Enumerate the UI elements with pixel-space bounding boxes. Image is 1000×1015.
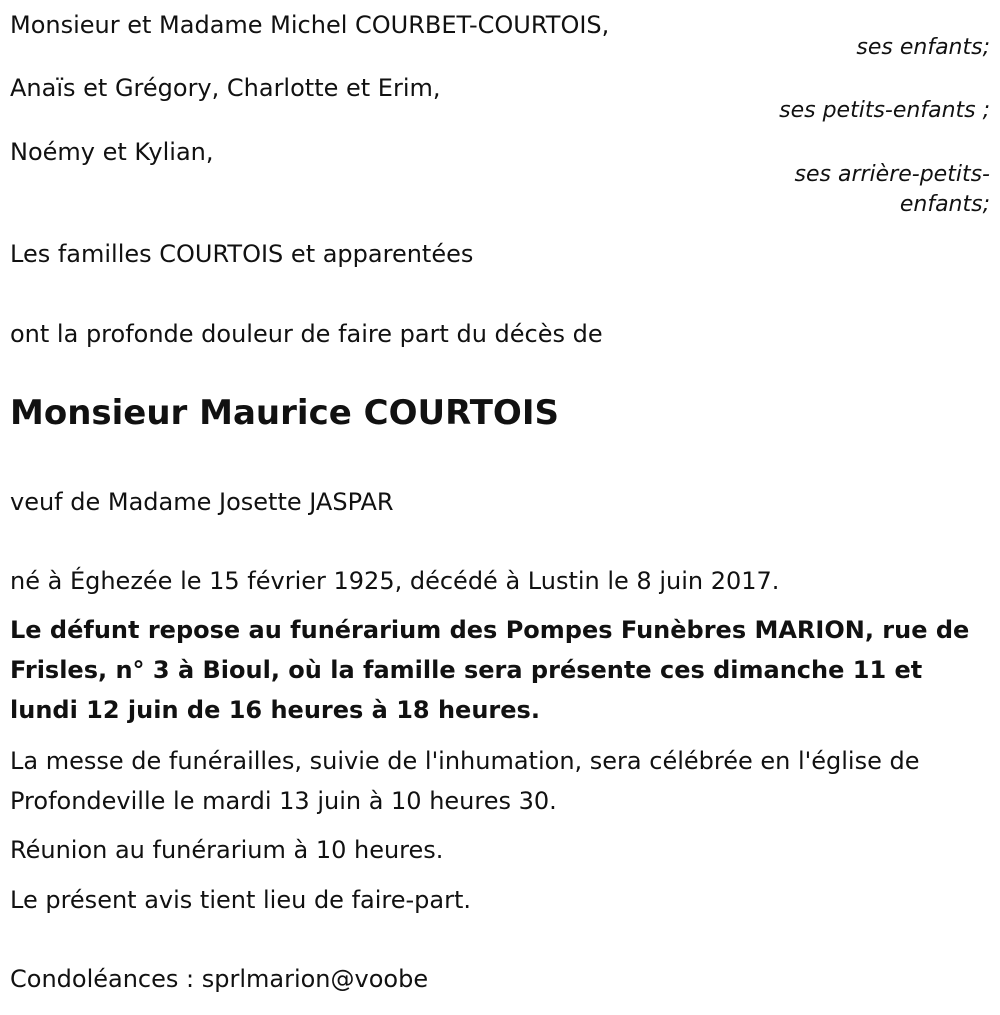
grandchildren-relation: ses petits-enfants ; (779, 98, 990, 123)
notice-line: Le présent avis tient lieu de faire-part. (10, 886, 472, 914)
grandchildren-names: Anaïs et Grégory, Charlotte et Erim, (10, 74, 441, 102)
spouse-line: veuf de Madame Josette JASPAR (10, 488, 394, 516)
great-grandchildren-relation: ses arrière-petits-enfants; (794, 162, 990, 217)
great-grandchildren-names: Noémy et Kylian, (10, 138, 214, 166)
repose-paragraph: Le défunt repose au funérarium des Pompes Funèbres MARION, rue de Frisles, n° 3 à Bioul, où la famille sera présente ces dimanche 11 et lundi 12 juin de 16 heures à 18 heures. (10, 616, 970, 724)
mass-paragraph: La messe de funérailles, suivie de l'inhumation, sera célébrée en l'église de Profondeville le mardi 13 juin à 10 heures 30. (10, 747, 920, 815)
children-names: Monsieur et Madame Michel COURBET-COURTOIS, (10, 11, 610, 39)
announcement-intro: ont la profonde douleur de faire part du décès de (10, 320, 603, 348)
birth-death-line: né à Éghezée le 15 février 1925, décédé à Lustin le 8 juin 2017. (10, 567, 780, 595)
other-families: Les familles COURTOIS et apparentées (10, 240, 474, 268)
condolences-line: Condoléances : sprlmarion@voobe (10, 965, 429, 993)
meeting-line: Réunion au funérarium à 10 heures. (10, 836, 444, 864)
children-relation: ses enfants; (856, 35, 990, 60)
deceased-name: Monsieur Maurice COURTOIS (10, 393, 559, 433)
